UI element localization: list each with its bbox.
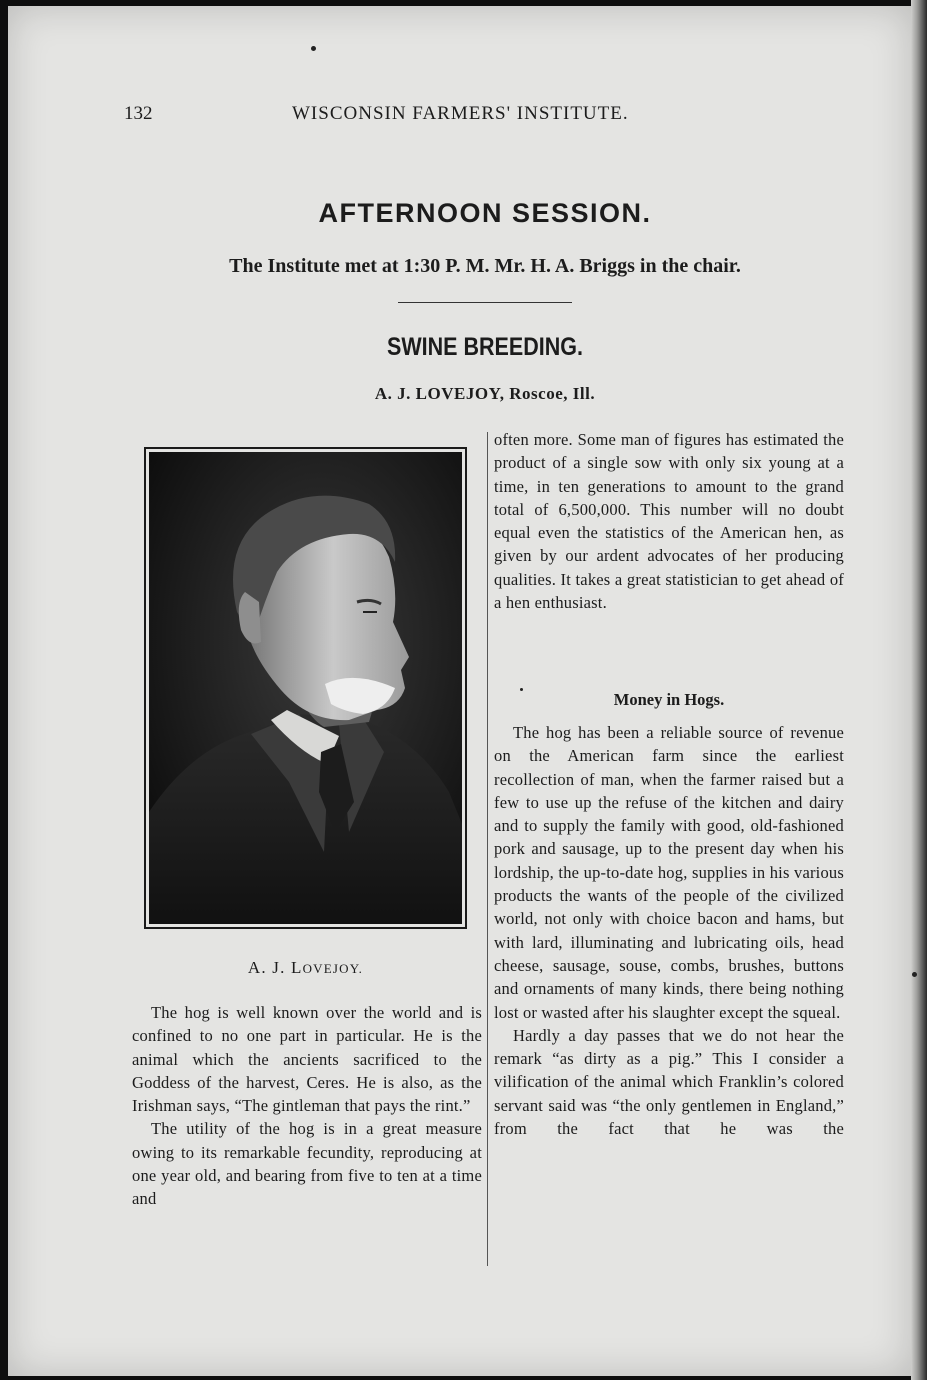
left-column-text	[132, 1001, 482, 1211]
right-column-continuation	[494, 428, 844, 614]
paragraph: The hog has been a reliable source of revenue on the American farm since the earliest recollection of man, when the farmer raised but a few to use up the refuse of the kitchen and dairy and to supply the family with good, old-fashioned pork and sausage, up to the present day when his lordship, the up-to-date hog, supplies in his various products the wants of the people of the civilized world, not only with choice bacon and hams, but with lard, illuminating and lubricating oils, head cheese, sausage, souse, combs, brushes, buttons and ornaments of many kinds, there being nothing lost or wasted after his slaughter except the squeal.	[494, 723, 844, 1022]
portrait-caption-rest: OVEJOY.	[302, 961, 364, 976]
scan-speck	[912, 972, 917, 977]
session-meeting-line: The Institute met at 1:30 P. M. Mr. H. A. Briggs in the chair.	[229, 255, 741, 277]
right-column-text	[494, 721, 844, 1140]
portrait-photo	[144, 447, 467, 929]
paragraph: Hardly a day passes that we do not hear the remark “as dirty as a pig.” This I consider a vilification of the animal which Franklin’s colored servant said was “the only gentlemen in England,” from the fact that he was the	[494, 1025, 844, 1139]
scan-speck	[311, 46, 316, 51]
running-title: WISCONSIN FARMERS' INSTITUTE.	[292, 103, 629, 124]
subheading-money-in-hogs: Money in Hogs.	[613, 690, 725, 709]
paragraph: The utility of the hog is in a great measure owing to its remarkable fecundity, reproducing at one year old, and bearing from five to ten at a time and	[132, 1119, 482, 1209]
article-byline: A. J. LOVEJOY, Roscoe, Ill.	[374, 384, 596, 403]
column-divider	[487, 432, 488, 1266]
portrait-image	[149, 452, 462, 924]
page-number: 132	[124, 103, 153, 124]
scan-speck	[520, 688, 523, 691]
portrait-caption-first: A. J. L	[247, 958, 303, 977]
portrait-caption	[144, 958, 467, 978]
article-title: SWINE BREEDING.	[387, 333, 583, 361]
paragraph: often more. Some man of figures has estimated the product of a single sow with only six young at a time, in ten generations to amount to the grand total of 6,500,000. This number will no doubt equal even the statistics of the American hen, as given by our ardent advocates of her producing qualities. It takes a great statistician to get ahead of a hen enthusiast.	[494, 430, 844, 613]
section-rule	[398, 302, 572, 303]
paragraph: The hog is well known over the world and is confined to no one part in particular. He is the animal which the ancients sacrificed to the Goddess of the harvest, Ceres. He is also, as the Irishman says, “The gintleman that pays the rint.”	[132, 1003, 482, 1116]
session-title: AFTERNOON SESSION.	[318, 198, 652, 228]
